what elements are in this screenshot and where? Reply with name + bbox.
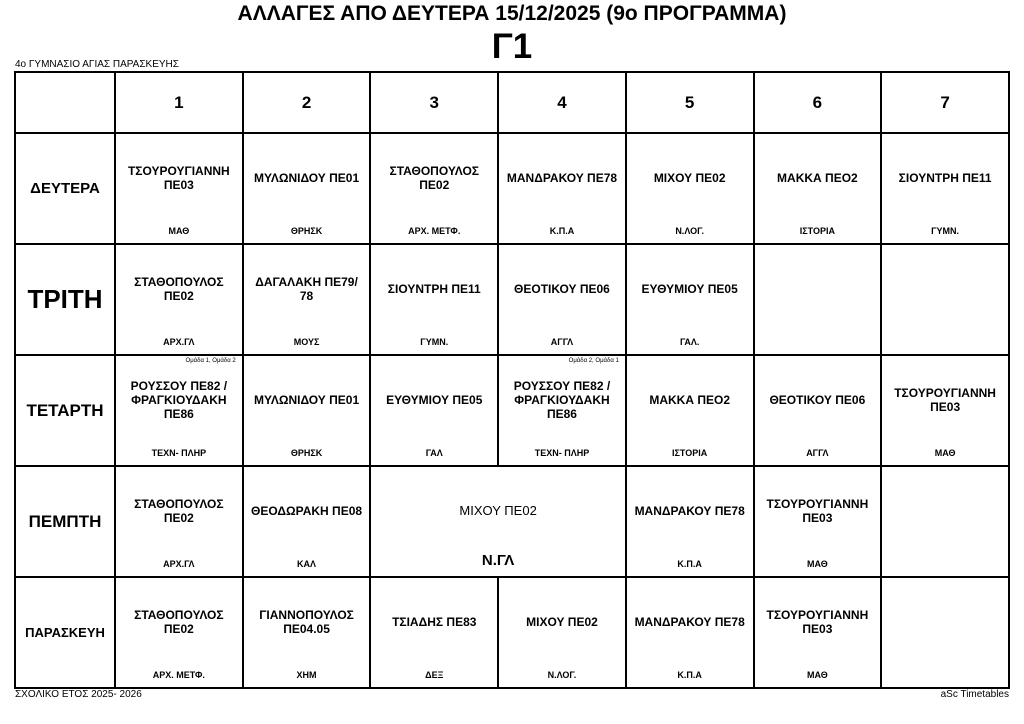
page-title: ΑΛΛΑΓΕΣ ΑΠΟ ΔΕΥΤΕΡΑ 15/12/2025 (9ο ΠΡΟΓΡΑΜΜΑ) xyxy=(237,2,787,25)
lesson-cell xyxy=(754,355,882,466)
subject-name: ΑΡΧ.ΓΛ xyxy=(163,559,195,569)
teacher-name: ΜΥΛΩΝΙΔΟΥ ΠΕ01 xyxy=(253,170,360,185)
teacher-name: ΜΙΧΟΥ ΠΕ02 xyxy=(459,502,537,518)
teacher-name: ΤΣΟΥΡΟΥΓΙΑΝΝΗ ΠΕ03 xyxy=(127,163,230,192)
day-label: ΔΕΥΤΕΡΑ xyxy=(15,133,115,244)
lesson-cell xyxy=(115,244,243,355)
teacher-name: ΣΙΟΥΝΤΡΗ ΠΕ11 xyxy=(898,170,992,185)
subject-name: Ν.ΛΟΓ. xyxy=(547,670,577,680)
lesson-cell xyxy=(626,466,754,577)
teacher-name: ΜΑΚΚΑ ΠΕΟ2 xyxy=(649,392,730,407)
lesson-cell xyxy=(243,466,371,577)
lesson-cell xyxy=(626,355,754,466)
lesson-cell xyxy=(498,355,626,466)
teacher-name: ΕΥΘΥΜΙΟΥ ΠΕ05 xyxy=(386,392,483,407)
timetable xyxy=(14,71,1010,689)
subject-name: ΑΓΓΛ xyxy=(550,337,574,347)
teacher-name: ΜΑΝΔΡΑΚΟΥ ΠΕ78 xyxy=(634,614,745,629)
lesson-cell xyxy=(881,133,1009,244)
lesson-cell xyxy=(243,355,371,466)
lesson-cell xyxy=(115,577,243,688)
lesson-cell xyxy=(115,355,243,466)
subject-name: ΓΑΛ. xyxy=(679,337,700,347)
lesson-cell xyxy=(243,133,371,244)
empty-cell xyxy=(881,466,1009,577)
day-label: ΤΕΤΑΡΤΗ xyxy=(15,355,115,466)
subject-name: ΓΑΛ xyxy=(425,448,443,458)
teacher-name: ΣΤΑΘΟΠΟΥΛΟΣ ΠΕ02 xyxy=(134,274,224,303)
teacher-name: ΔΑΓΑΛΑΚΗ ΠΕ79/ 78 xyxy=(255,274,358,303)
lesson-cell xyxy=(626,244,754,355)
teacher-name: ΣΤΑΘΟΠΟΥΛΟΣ ΠΕ02 xyxy=(134,607,224,636)
subject-name: ΔΕΞ xyxy=(425,670,444,680)
period-header: 6 xyxy=(754,72,882,133)
lesson-cell xyxy=(881,355,1009,466)
day-row xyxy=(15,244,1009,355)
day-label: ΠΑΡΑΣΚΕΥΗ xyxy=(15,577,115,688)
subject-name: ΑΡΧ.ΓΛ xyxy=(163,337,195,347)
empty-cell xyxy=(881,577,1009,688)
teacher-name: ΣΤΑΘΟΠΟΥΛΟΣ ΠΕ02 xyxy=(134,496,224,525)
teacher-name: ΡΟΥΣΣΟΥ ΠΕ82 / ΦΡΑΓΚΙΟΥΔΑΚΗ ΠΕ86 xyxy=(513,378,611,421)
teacher-name: ΤΣΟΥΡΟΥΓΙΑΝΝΗ ΠΕ03 xyxy=(766,607,869,636)
subject-name: ΙΣΤΟΡΙΑ xyxy=(799,226,835,236)
subject-name: ΜΑΘ xyxy=(806,670,828,680)
teacher-name: ΘΕΟΔΩΡΑΚΗ ΠΕ08 xyxy=(251,503,363,518)
group-note: Ομάδα 1, Ομάδα 2 xyxy=(185,358,236,364)
teacher-name: ΡΟΥΣΣΟΥ ΠΕ82 / ΦΡΑΓΚΙΟΥΔΑΚΗ ΠΕ86 xyxy=(130,378,228,421)
teacher-name: ΤΣΟΥΡΟΥΓΙΑΝΝΗ ΠΕ03 xyxy=(894,385,996,414)
teacher-name: ΘΕΟΤΙΚΟΥ ΠΕ06 xyxy=(769,392,866,407)
subject-name: Ν.ΓΛ xyxy=(481,552,515,569)
teacher-name: ΜΙΧΟΥ ΠΕ02 xyxy=(526,614,598,629)
lesson-cell xyxy=(243,244,371,355)
subject-name: ΓΥΜΝ. xyxy=(420,337,449,347)
subject-name: ΤΕΧΝ- ΠΛΗΡ xyxy=(151,448,207,458)
subject-name: Κ.Π.Α xyxy=(677,559,702,569)
subject-name: ΘΡΗΣΚ xyxy=(290,226,323,236)
teacher-name: ΜΑΝΔΡΑΚΟΥ ΠΕ78 xyxy=(506,170,618,185)
period-header: 3 xyxy=(370,72,498,133)
day-row xyxy=(15,133,1009,244)
school-name: 4ο ΓΥΜΝΑΣΙΟ ΑΓΙΑΣ ΠΑΡΑΣΚΕΥΗΣ xyxy=(15,59,179,70)
header-row xyxy=(15,72,1009,133)
lesson-cell xyxy=(115,466,243,577)
lesson-cell xyxy=(754,466,882,577)
group-note: Ομάδα 2, Ομάδα 1 xyxy=(568,358,619,364)
lesson-cell xyxy=(115,133,243,244)
teacher-name: ΤΣΟΥΡΟΥΓΙΑΝΝΗ ΠΕ03 xyxy=(766,496,869,525)
empty-cell xyxy=(754,244,882,355)
teacher-name: ΣΙΟΥΝΤΡΗ ΠΕ11 xyxy=(387,281,481,296)
lesson-cell xyxy=(498,577,626,688)
lesson-cell xyxy=(754,133,882,244)
lesson-cell xyxy=(370,133,498,244)
teacher-name: ΘΕΟΤΙΚΟΥ ΠΕ06 xyxy=(514,281,610,296)
subject-name: ΧΗΜ xyxy=(296,670,317,680)
period-header: 1 xyxy=(115,72,243,133)
day-row xyxy=(15,466,1009,577)
subject-name: ΜΑΘ xyxy=(168,226,190,236)
subject-name: ΜΑΘ xyxy=(806,559,828,569)
teacher-name: ΜΑΝΔΡΑΚΟΥ ΠΕ78 xyxy=(634,503,745,518)
corner-cell xyxy=(15,72,115,133)
day-row xyxy=(15,577,1009,688)
day-label: ΠΕΜΠΤΗ xyxy=(15,466,115,577)
teacher-name: ΜΑΚΚΑ ΠΕΟ2 xyxy=(777,170,858,185)
class-name: Γ1 xyxy=(491,27,533,66)
day-label: ΤΡΙΤΗ xyxy=(15,244,115,355)
lesson-cell xyxy=(498,244,626,355)
subject-name: ΓΥΜΝ. xyxy=(931,226,960,236)
subject-name: Ν.ΛΟΓ. xyxy=(675,226,704,236)
period-header: 2 xyxy=(243,72,371,133)
period-header: 7 xyxy=(881,72,1009,133)
school-year: ΣΧΟΛΙΚΟ ΕΤΟΣ 2025- 2026 xyxy=(15,689,142,700)
teacher-name: ΜΙΧΟΥ ΠΕ02 xyxy=(653,170,726,185)
day-row xyxy=(15,355,1009,466)
period-header: 4 xyxy=(498,72,626,133)
period-header: 5 xyxy=(626,72,754,133)
subject-name: ΙΣΤΟΡΙΑ xyxy=(672,448,708,458)
subject-name: ΑΡΧ. ΜΕΤΦ. xyxy=(408,226,461,236)
subject-name: ΜΟΥΣ xyxy=(293,337,320,347)
subject-name: ΘΡΗΣΚ xyxy=(290,448,323,458)
lesson-cell xyxy=(754,577,882,688)
subject-name: ΑΡΧ. ΜΕΤΦ. xyxy=(152,670,205,680)
teacher-name: ΣΤΑΘΟΠΟΥΛΟΣ ΠΕ02 xyxy=(389,163,479,192)
lesson-cell xyxy=(243,577,371,688)
teacher-name: ΜΥΛΩΝΙΔΟΥ ΠΕ01 xyxy=(253,392,360,407)
subject-name: ΑΓΓΛ xyxy=(806,448,829,458)
lesson-cell xyxy=(370,577,498,688)
teacher-name: ΕΥΘΥΜΙΟΥ ΠΕ05 xyxy=(641,281,738,296)
empty-cell xyxy=(881,244,1009,355)
subject-name: ΜΑΘ xyxy=(934,448,956,458)
teacher-name: ΤΣΙΑΔΗΣ ΠΕ83 xyxy=(392,614,477,629)
lesson-cell xyxy=(626,133,754,244)
subject-name: ΤΕΧΝ- ΠΛΗΡ xyxy=(534,448,590,458)
subject-name: Κ.Π.Α xyxy=(549,226,575,236)
subject-name: ΚΑΛ xyxy=(297,559,317,569)
subject-name: Κ.Π.Α xyxy=(677,670,702,680)
lesson-cell xyxy=(370,355,498,466)
brand-label: aSc Timetables xyxy=(940,689,1009,700)
lesson-cell-double xyxy=(370,466,625,577)
teacher-name: ΓΙΑΝΝΟΠΟΥΛΟΣ ΠΕ04.05 xyxy=(259,607,354,636)
lesson-cell xyxy=(626,577,754,688)
lesson-cell xyxy=(370,244,498,355)
lesson-cell xyxy=(498,133,626,244)
